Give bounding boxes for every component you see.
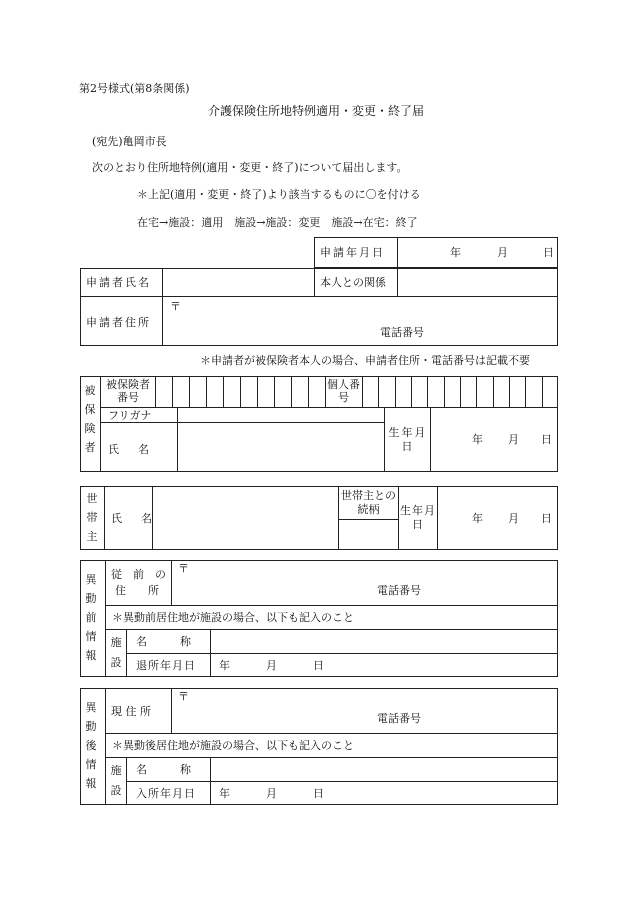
before-discharge-date-field[interactable] <box>211 654 557 676</box>
month-label: 月 <box>508 512 519 525</box>
before-side-label: 異動前情報 <box>85 573 97 662</box>
day-label: 日 <box>543 246 554 259</box>
year-label: 年 <box>450 246 461 259</box>
month-label: 月 <box>497 246 508 259</box>
digit-cell-divider <box>206 376 207 407</box>
insured-name-label: 氏 名 <box>108 443 153 456</box>
digit-cell-divider <box>460 376 461 407</box>
household-side-label: 世帯主 <box>86 492 98 543</box>
postal-mark: 〒 <box>178 562 189 575</box>
year-label: 年 <box>472 433 483 446</box>
form-title: 介護保険住所地特例適用・変更・終了届 <box>208 104 425 118</box>
digit-cell-divider <box>378 376 379 407</box>
day-label: 日 <box>541 512 552 525</box>
note-transition: 在宅→施設：適用 施設→施設：変更 施設→在宅：終了 <box>137 216 418 229</box>
household-name-label: 氏 名 <box>111 512 156 525</box>
month-label: 月 <box>266 787 277 800</box>
form-number: 第2号様式(第8条関係) <box>79 82 190 95</box>
insured-name-field[interactable] <box>178 423 383 471</box>
after-admission-label: 入所年月日 <box>136 787 196 800</box>
digit-cell-divider <box>476 376 477 407</box>
before-address-field[interactable] <box>172 561 557 604</box>
year-label: 年 <box>472 512 483 525</box>
relation-field[interactable] <box>398 269 557 295</box>
phone-label: 電話番号 <box>380 326 424 339</box>
addressee: (宛先)亀岡市長 <box>92 135 167 148</box>
insured-side-label: 被保険者 <box>84 384 96 454</box>
digit-cell-divider <box>172 376 173 407</box>
phone-label: 電話番号 <box>377 584 421 597</box>
applicant-name-label: 申請者氏名 <box>86 276 151 289</box>
household-name-field[interactable] <box>153 487 338 549</box>
digit-cell-divider <box>493 376 494 407</box>
after-admission-date-field[interactable] <box>211 782 557 804</box>
digit-cell-divider <box>308 376 309 407</box>
insured-birth-label: 生年月日 <box>388 426 428 453</box>
before-address-label-1: 従 前 の <box>111 568 166 581</box>
relation-label: 本人との関係 <box>320 276 386 289</box>
before-facility-name-label: 名 称 <box>136 635 191 648</box>
intro-text: 次のとおり住所地特例(適用・変更・終了)について届出します。 <box>92 161 408 174</box>
application-date-field[interactable] <box>398 237 558 268</box>
applicant-note: ＊申請者が被保険者本人の場合、申請者住所・電話番号は記載不要 <box>200 354 530 367</box>
application-date-label: 申請年月日 <box>320 246 385 259</box>
day-label: 日 <box>541 433 552 446</box>
note-circle: ＊上記(適用・変更・終了)より該当するものに〇を付ける <box>137 188 421 201</box>
applicant-name-field[interactable] <box>163 269 313 295</box>
household-relation-label: 世帯主との続柄 <box>341 489 396 516</box>
phone-label: 電話番号 <box>377 712 421 725</box>
applicant-address-label: 申請者住所 <box>86 316 151 329</box>
postal-mark: 〒 <box>178 690 189 703</box>
postal-mark: 〒 <box>170 300 181 313</box>
digit-cell-divider <box>444 376 445 407</box>
digit-cell-divider <box>189 376 190 407</box>
before-facility-note: ＊異動前居住地が施設の場合、以下も記入のこと <box>112 611 354 624</box>
applicant-address-field[interactable] <box>163 297 557 345</box>
individual-number-label: 個人番号 <box>327 378 360 404</box>
individual-number-field[interactable] <box>362 376 558 407</box>
insured-number-label: 被保険者番号 <box>106 378 150 404</box>
after-facility-note: ＊異動後居住地が施設の場合、以下も記入のこと <box>112 739 354 752</box>
household-relation-field[interactable] <box>339 520 397 549</box>
digit-cell-divider <box>395 376 396 407</box>
digit-cell-divider <box>542 376 543 407</box>
furigana-label: フリガナ <box>108 409 152 422</box>
before-address-label-2: 住 所 <box>115 584 159 597</box>
year-label: 年 <box>219 659 230 672</box>
after-address-label: 現 住 所 <box>111 705 151 718</box>
before-facility-name-field[interactable] <box>211 630 557 652</box>
after-address-field[interactable] <box>172 689 557 732</box>
digit-cell-divider <box>509 376 510 407</box>
month-label: 月 <box>266 659 277 672</box>
digit-cell-divider <box>223 376 224 407</box>
day-label: 日 <box>313 787 324 800</box>
digit-cell-divider <box>274 376 275 407</box>
furigana-field[interactable] <box>178 408 383 421</box>
digit-cell-divider <box>240 376 241 407</box>
digit-cell-divider <box>525 376 526 407</box>
year-label: 年 <box>219 787 230 800</box>
household-birth-label: 生年月日 <box>400 504 436 531</box>
household-birth-field[interactable] <box>438 487 557 549</box>
day-label: 日 <box>313 659 324 672</box>
digit-cell-divider <box>291 376 292 407</box>
digit-cell-divider <box>411 376 412 407</box>
after-facility-name-field[interactable] <box>211 758 557 780</box>
month-label: 月 <box>508 433 519 446</box>
digit-cell-divider <box>427 376 428 407</box>
digit-cell-divider <box>257 376 258 407</box>
after-facility-side: 施設 <box>110 764 122 797</box>
insured-birth-field[interactable] <box>431 408 557 471</box>
after-side-label: 異動後情報 <box>85 701 97 790</box>
insured-number-field[interactable] <box>155 376 325 407</box>
after-facility-name-label: 名 称 <box>136 763 191 776</box>
before-discharge-label: 退所年月日 <box>136 659 196 672</box>
before-facility-side: 施設 <box>110 636 122 669</box>
